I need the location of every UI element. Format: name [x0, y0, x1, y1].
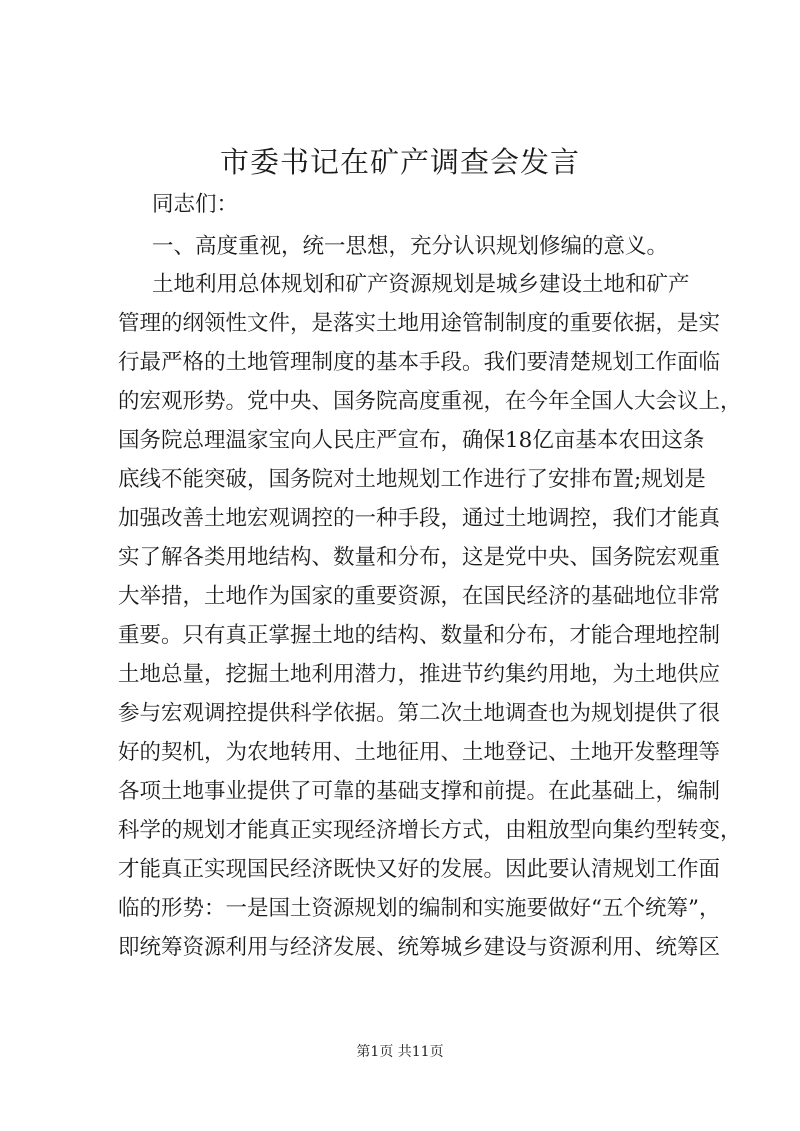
paragraph-line: 科学的规划才能真正实现经济增长方式，由粗放型向集约型转变， [118, 818, 742, 843]
paragraph-line: 重要。只有真正掌握土地的结构、数量和分布，才能合理地控制 [118, 623, 721, 648]
paragraph-line: 好的契机，为农地转用、土地征用、土地登记、土地开发整理等 [118, 740, 721, 765]
page-number: 第1页 共11页 [356, 1044, 444, 1060]
paragraph-line: 参与宏观调控提供科学依据。第二次土地调查也为规划提供了很 [118, 701, 721, 726]
paragraph-line: 即统筹资源利用与经济发展、统筹城乡建设与资源利用、统筹区 [118, 935, 721, 960]
document-title: 市委书记在矿产调查会发言 [219, 145, 580, 179]
paragraph-line: 各项土地事业提供了可靠的基础支撑和前提。在此基础上，编制 [118, 779, 721, 804]
paragraph-line: 实了解各类用地结构、数量和分布，这是党中央、国务院宏观重 [118, 545, 721, 570]
paragraph-line: 土地利用总体规划和矿产资源规划是城乡建设土地和矿产 [152, 272, 690, 297]
paragraph-line: 大举措，土地作为国家的重要资源，在国民经济的基础地位非常 [118, 584, 721, 609]
paragraph-line: 临的形势：一是国土资源规划的编制和实施要做好“五个统筹”， [118, 896, 721, 921]
paragraph-line: 的宏观形势。党中央、国务院高度重视，在今年全国人大会议上， [118, 389, 742, 414]
paragraph-line: 行最严格的土地管理制度的基本手段。我们要清楚规划工作面临 [118, 350, 721, 375]
section-heading: 一、高度重视，统一思想，充分认识规划修编的意义。 [152, 234, 669, 259]
paragraph-line: 国务院总理温家宝向人民庄严宣布，确保18亿亩基本农田这条 [118, 428, 705, 453]
paragraph-line: 底线不能突破，国务院对土地规划工作进行了安排布置;规划是 [118, 467, 706, 492]
paragraph-line: 加强改善土地宏观调控的一种手段，通过土地调控，我们才能真 [118, 506, 721, 531]
paragraph-line: 才能真正实现国民经济既快又好的发展。因此要认清规划工作面 [118, 857, 721, 882]
paragraph-line: 管理的纲领性文件，是落实土地用途管制制度的重要依据，是实 [118, 311, 721, 336]
salutation: 同志们： [152, 192, 239, 217]
paragraph-line: 土地总量，挖掘土地利用潜力，推进节约集约用地，为土地供应 [118, 662, 721, 687]
